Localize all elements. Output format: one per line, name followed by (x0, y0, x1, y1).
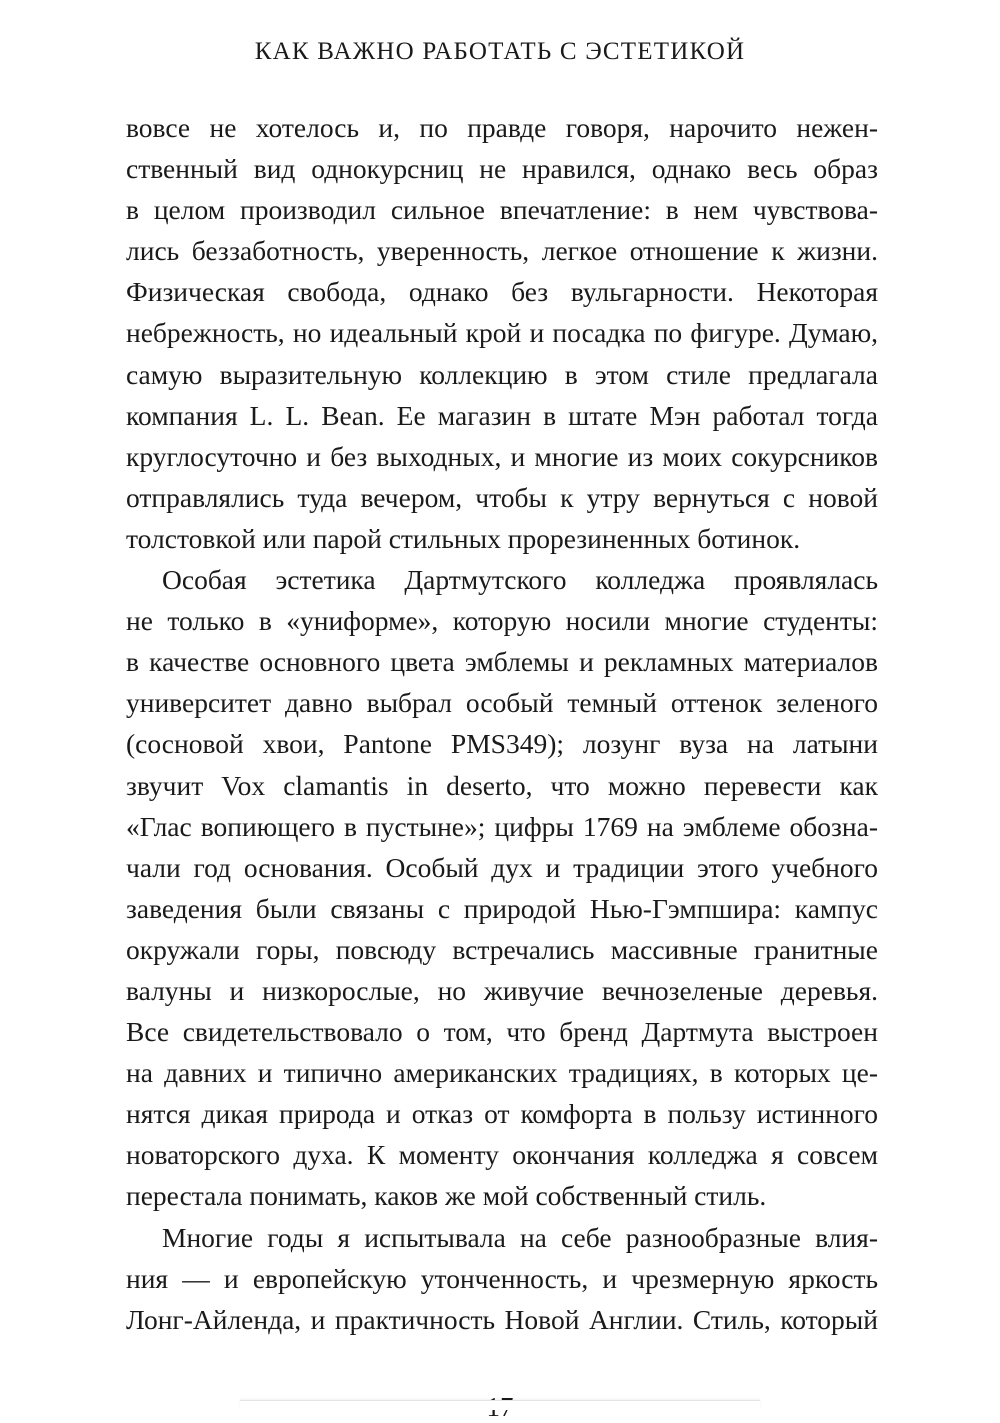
paragraph-3 (126, 1217, 878, 1340)
text-line: «Глас вопиющего в пустыне»; цифры 1769 на эмблеме обозна- (126, 810, 878, 842)
text-line: звучит Vox clamantis in deserto, что можно перевести как (126, 769, 878, 801)
text-line: окружали горы, повсюду встречались массивные гранитные (126, 933, 878, 965)
text-line: Лонг-Айленда, и практичность Новой Англии. Стиль, который (126, 1303, 878, 1335)
text-line: новаторского духа. К моменту окончания колледжа я совсем (126, 1139, 878, 1171)
text-line: не только в «униформе», которую носили многие студенты: (126, 605, 878, 637)
text-line: ственный вид однокурсниц не нравился, однако весь образ (126, 153, 878, 185)
text-line: лись беззаботность, уверенность, легкое отношение к жизни. (126, 235, 878, 267)
text-line: в качестве основного цвета эмблемы и рекламных материалов (126, 646, 878, 678)
paragraph-2 (126, 559, 878, 1217)
text-line: заведения были связаны с природой Нью-Гэмпшира: кампус (126, 892, 878, 924)
text-line: перестала понимать, каков же мой собственный стиль. (126, 1180, 767, 1212)
body-text (126, 107, 878, 1340)
running-head: КАК ВАЖНО РАБОТАТЬ С ЭСТЕТИКОЙ (254, 38, 746, 65)
text-line: Многие годы я испытывала на себе разнообразные влия- (162, 1221, 878, 1253)
text-line: толстовкой или парой стильных прорезиненных ботинок. (126, 522, 801, 554)
text-line: чали год основания. Особый дух и традиции этого учебного (126, 851, 878, 883)
text-line: (сосновой хвои, Pantone PMS349); лозунг вуза на латыни (126, 728, 878, 760)
text-line: нятся дикая природа и отказ от комфорта в пользу истинного (126, 1098, 878, 1130)
text-line: валуны и низкорослые, но живучие вечнозеленые деревья. (126, 974, 878, 1006)
text-line: университет давно выбрал особый темный оттенок зеленого (126, 687, 878, 719)
text-line: Особая эстетика Дартмутского колледжа проявлялась (162, 564, 878, 596)
text-line: круглосуточно и без выходных, и многие из моих сокурсников (126, 440, 878, 472)
paragraph-1 (126, 107, 878, 559)
text-line: вовсе не хотелось и, по правде говоря, нарочито нежен- (126, 112, 878, 143)
text-line: самую выразительную коллекцию в этом стиле предлагала (126, 358, 878, 390)
text-line: компания L. L. Bean. Ее магазин в штате Мэн работал тогда (126, 399, 878, 431)
text-line: Все свидетельствовало о том, что бренд Дартмута выстроен (126, 1016, 878, 1048)
text-line: в целом производил сильное впечатление: в нем чувствова- (126, 194, 878, 226)
text-line: небрежность, но идеальный крой и посадка по фигуре. Думаю, (126, 317, 878, 349)
text-line: на давних и типично американских традициях, в которых це- (126, 1057, 878, 1089)
text-line: отправлялись туда вечером, чтобы к утру вернуться с новой (126, 481, 878, 513)
text-line: ния — и европейскую утонченность, и чрезмерную яркость (126, 1262, 878, 1294)
text-line: Физическая свобода, однако без вульгарности. Некоторая (126, 276, 878, 308)
